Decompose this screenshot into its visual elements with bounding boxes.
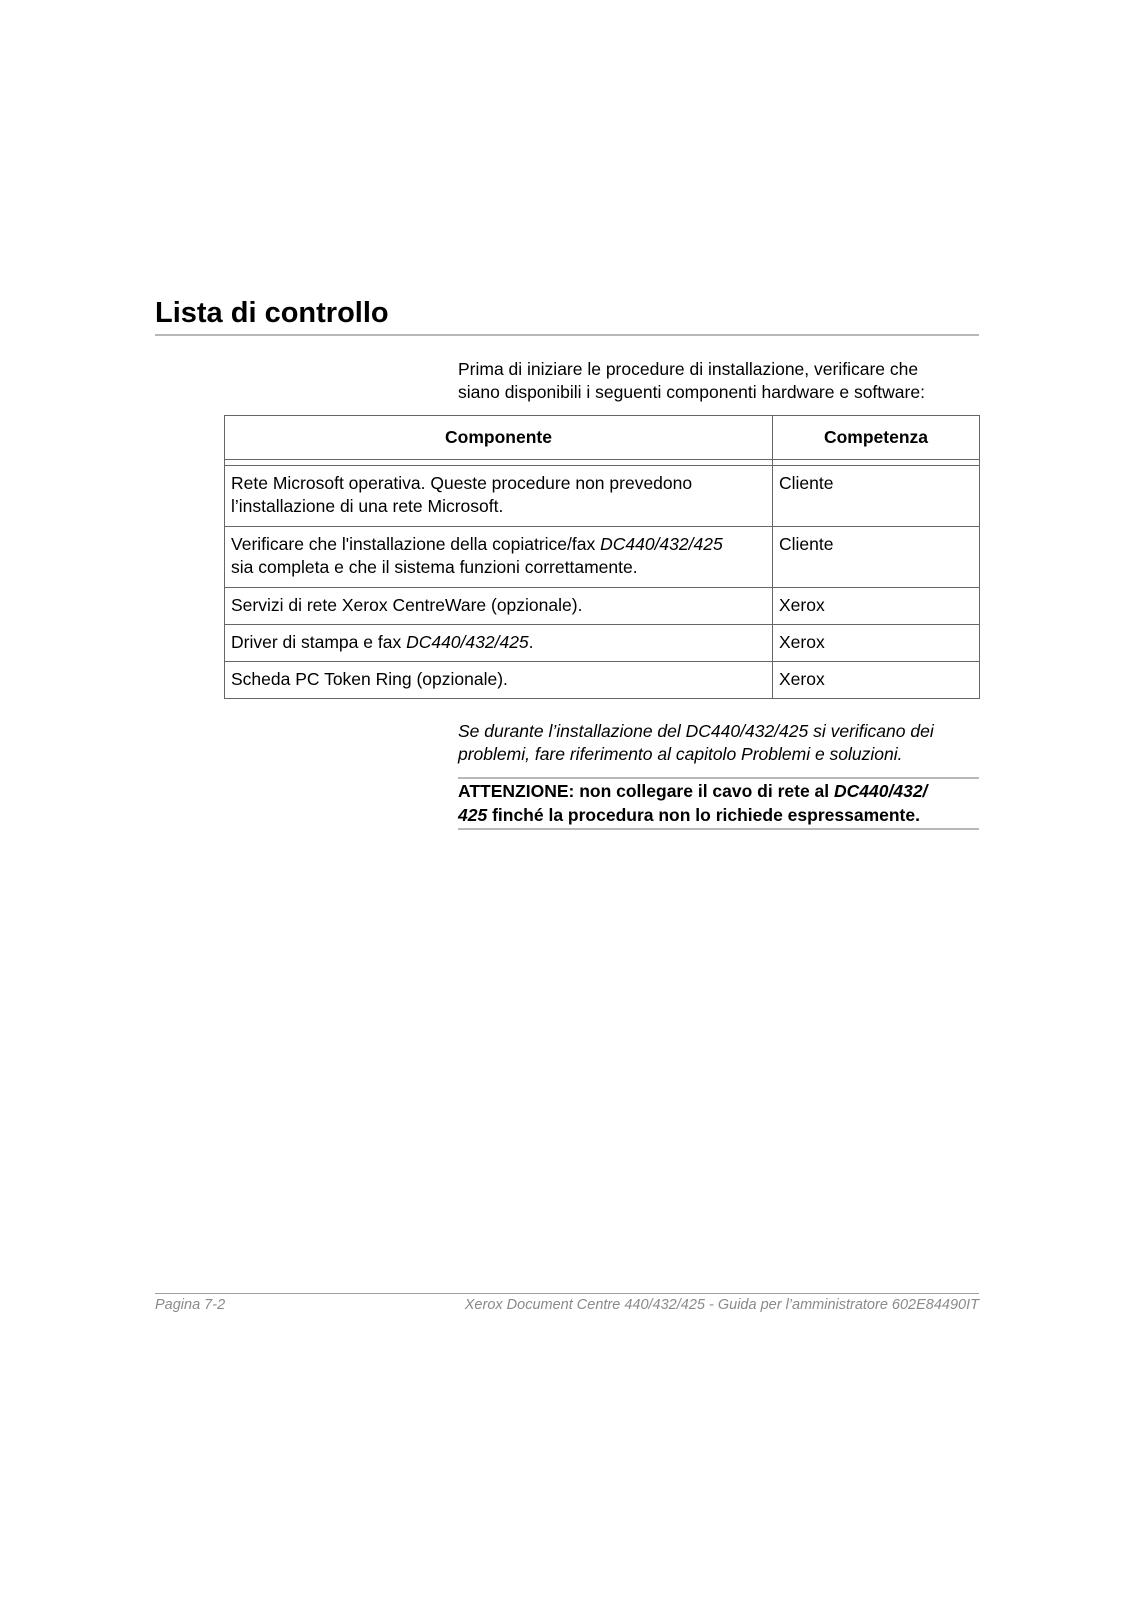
- table-row: [225, 588, 980, 625]
- checklist-table: [224, 415, 980, 699]
- component-text-end: .: [528, 632, 534, 652]
- page-title: Lista di controllo: [155, 297, 389, 329]
- component-text: l’installazione di una rete Microsoft.: [231, 496, 504, 516]
- responsibility-cell: Xerox: [773, 625, 980, 662]
- note-line-2: problemi, fare riferimento al capitolo Problemi e soluzioni.: [458, 744, 903, 764]
- component-text: sia completa e che il sistema funzioni correttamente.: [231, 557, 638, 577]
- model-name: DC440/432/425: [406, 632, 529, 652]
- intro-line-1: Prima di iniziare le procedure di installazione, verificare che: [458, 359, 919, 379]
- warning-text: finché la procedura non lo richiede espressamente.: [487, 805, 920, 825]
- responsibility-cell: Xerox: [773, 588, 980, 625]
- responsibility-cell: Xerox: [773, 662, 980, 699]
- warning-notice: [458, 779, 988, 827]
- footer-page-number: Pagina 7-2: [155, 1297, 226, 1313]
- component-cell: [225, 625, 773, 662]
- header-responsibility: Competenza: [773, 416, 980, 460]
- table-header-row: [225, 416, 980, 460]
- warning-model-name: 425: [458, 805, 488, 825]
- responsibility-cell: Cliente: [773, 527, 980, 588]
- component-cell: [225, 466, 773, 527]
- component-cell: Servizi di rete Xerox CentreWare (opzionale).: [225, 588, 773, 625]
- component-text: Rete Microsoft operativa. Queste procedure non prevedono: [231, 473, 693, 493]
- component-text: [231, 533, 766, 556]
- troubleshooting-note: [458, 720, 988, 766]
- header-component: Componente: [225, 416, 773, 460]
- component-text-plain: Driver di stampa e fax: [231, 632, 407, 652]
- intro-paragraph: [458, 358, 988, 404]
- warning-line-1: [458, 779, 988, 803]
- component-text-plain: Verificare che l'installazione della copiatrice/fax: [231, 534, 601, 554]
- component-cell: Scheda PC Token Ring (opzionale).: [225, 662, 773, 699]
- warning-model-name: DC440/432/: [834, 781, 928, 801]
- warning-bottom-divider: [458, 828, 979, 830]
- note-line-1: Se durante l’installazione del DC440/432/425 si verificano dei: [458, 721, 934, 741]
- title-divider: [155, 334, 979, 336]
- table-row: [225, 662, 980, 699]
- footer-document-title: Xerox Document Centre 440/432/425 - Guida per l’amministratore 602E84490IT: [464, 1297, 979, 1313]
- footer-divider: [155, 1293, 979, 1294]
- warning-text: ATTENZIONE: non collegare il cavo di rete al: [458, 781, 835, 801]
- table-row: [225, 466, 980, 527]
- intro-line-2: siano disponibili i seguenti componenti hardware e software:: [458, 382, 925, 402]
- warning-line-2: [458, 803, 988, 827]
- responsibility-cell: Cliente: [773, 466, 980, 527]
- table-row: [225, 527, 980, 588]
- model-name: DC440/432/425: [600, 534, 723, 554]
- table-row: [225, 625, 980, 662]
- component-cell: [225, 527, 773, 588]
